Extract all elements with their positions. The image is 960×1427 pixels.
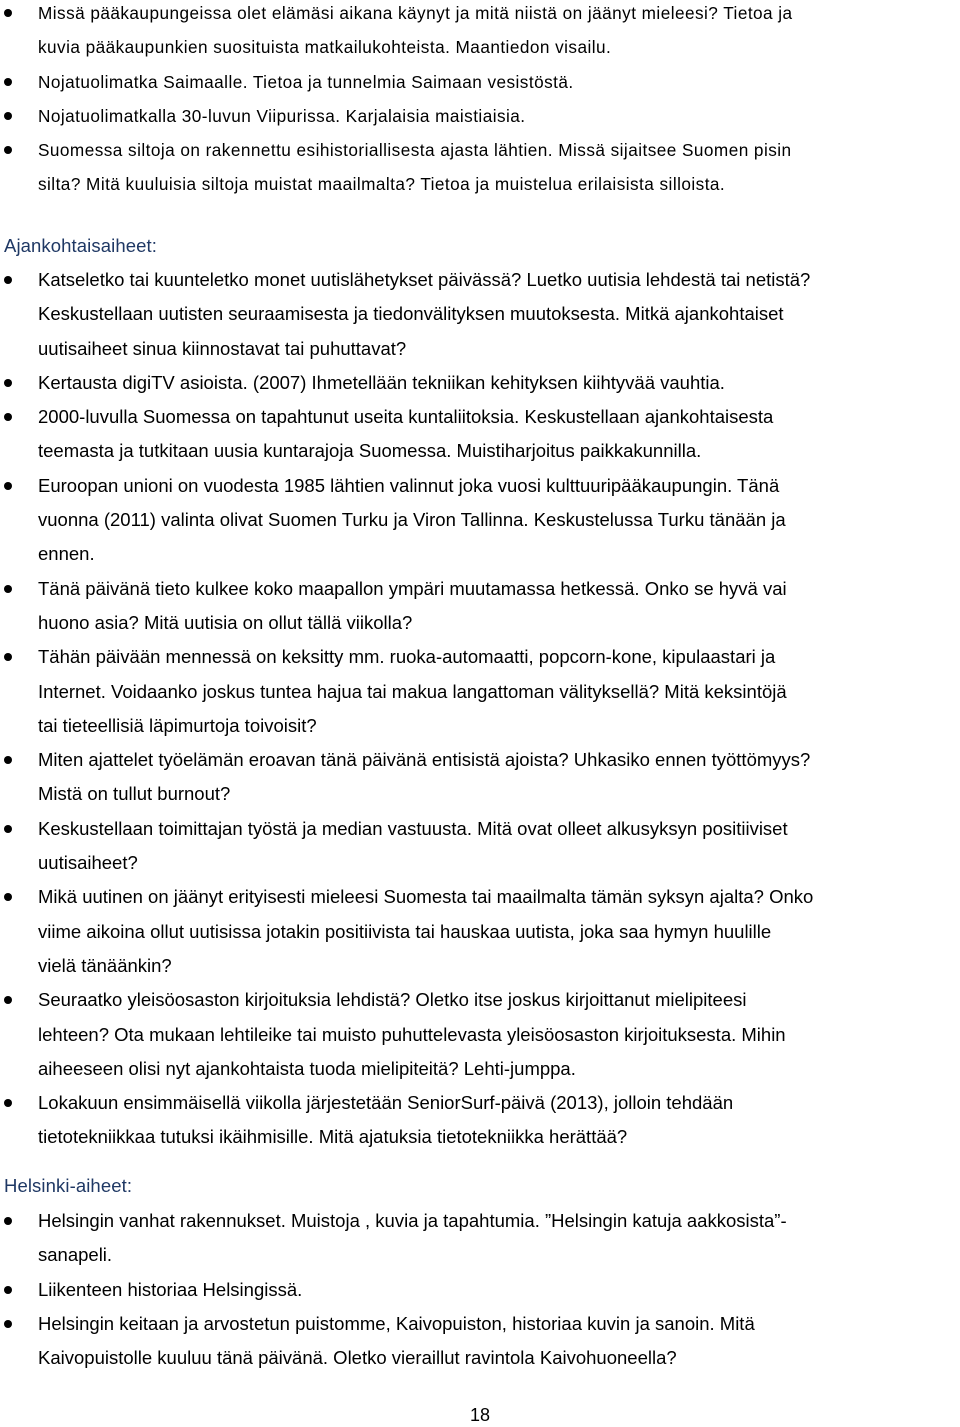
text-line: Internet. Voidaanko joskus tuntea hajua tai makua langattoman välityksellä? Mitä keksintöjä [38, 680, 787, 702]
text-line: vielä tänäänkin? [38, 954, 172, 976]
text-line: Kertausta digiTV asioista. (2007) Ihmetellään tekniikan kehityksen kiihtyvää vauhtia. [38, 371, 725, 393]
text-line: vuonna (2011) valinta olivat Suomen Turku ja Viron Tallinna. Keskustelussa Turku tänään ja [38, 509, 786, 531]
text-line: Mistä on tullut burnout? [38, 783, 231, 805]
helsinki-aiheet-list [0, 1204, 960, 1375]
text-line: ennen. [38, 543, 95, 565]
list-item [0, 812, 960, 881]
text-line: Keskustellaan toimittajan työstä ja median vastuusta. Mitä ovat olleet alkusyksyn positiiviset [38, 817, 788, 839]
list-item [0, 0, 960, 65]
list-item [0, 133, 960, 202]
text-line: Missä pääkaupungeissa olet elämäsi aikana käynyt ja mitä niistä on jäänyt mieleesi? Tietoa ja [38, 3, 793, 23]
text-line: aiheeseen olisi nyt ajankohtaista tuoda mielipiteitä? Lehti-jumppa. [38, 1057, 576, 1079]
text-line: Nojatuolimatkalla 30-luvun Viipurissa. Karjalaisia maistiaisia. [38, 105, 526, 126]
text-line: uutisaiheet? [38, 852, 138, 874]
page-number: 18 [469, 1405, 491, 1425]
helsinki-aiheet-heading: Helsinki-aiheet: [4, 1175, 133, 1196]
text-line: huono asia? Mitä uutisia on ollut tällä viikolla? [38, 611, 413, 633]
text-line: Kaivopuistolle kuuluu tänä päivänä. Oletko vieraillut ravintola Kaivohuoneella? [38, 1347, 677, 1369]
ajankohtaisaiheet-heading: Ajankohtaisaiheet: [4, 235, 157, 256]
list-item [0, 572, 960, 641]
list-item [0, 263, 960, 366]
text-line: tietotekniikkaa tutuksi ikäihmisille. Mitä ajatuksia tietotekniikka herättää? [38, 1126, 628, 1148]
text-line: viime aikoina ollut uutisissa jotakin positiivista tai hauskaa uutista, joka saa hymyn huulille [38, 920, 772, 942]
list-item [0, 640, 960, 743]
text-line: Tänä päivänä tieto kulkee koko maapallon ympäri muutamassa hetkessä. Onko se hyvä vai [38, 577, 787, 599]
text-line: 2000-luvulla Suomessa on tapahtunut useita kuntaliitoksia. Keskustellaan ajankohtaisesta [38, 406, 774, 428]
ajankohtaisaiheet-list [0, 263, 960, 1155]
list-item [0, 1204, 960, 1273]
text-line: Seuraatko yleisöosaston kirjoituksia lehdistä? Oletko itse joskus kirjoittanut mielipiteesi [38, 989, 747, 1011]
text-line: Liikenteen historiaa Helsingissä. [38, 1278, 303, 1300]
list-item [0, 99, 960, 133]
text-line: Helsingin vanhat rakennukset. Muistoja , kuvia ja tapahtumia. ”Helsingin katuja aakkosista”- [38, 1210, 787, 1231]
list-item [0, 743, 960, 812]
text-line: Helsingin keitaan ja arvostetun puistomme, Kaivopuiston, historiaa kuvin ja sanoin. Mitä [38, 1312, 755, 1334]
list-item [0, 65, 960, 99]
list-item [0, 1307, 960, 1376]
text-line: tai tieteellisiä läpimurtoja toivoisit? [38, 714, 317, 736]
list-item [0, 1273, 960, 1307]
text-line: Suomessa siltoja on rakennettu esihistoriallisesta ajasta lähtien. Missä sijaitsee Suomen pisin [38, 140, 792, 161]
text-line: kuvia pääkaupunkien suosituista matkailukohteista. Maantiedon visailu. [38, 37, 612, 58]
text-line: sanapeli. [38, 1244, 113, 1266]
text-line: silta? Mitä kuuluisia siltoja muistat maailmalta? Tietoa ja muistelua erilaisista silloista. [38, 174, 726, 195]
list-item [0, 366, 960, 400]
text-line: Keskustellaan uutisten seuraamisesta ja tiedonvälityksen muutoksesta. Mitkä ajankohtaiset [38, 303, 784, 325]
top-topic-list [0, 0, 960, 202]
text-line: Tähän päivään mennessä on keksitty mm. ruoka-automaatti, popcorn-kone, kipulaastari ja [38, 646, 776, 668]
text-line: Katseletko tai kuunteletko monet uutislähetykset päivässä? Luetko uutisia lehdestä tai netistä? [38, 269, 811, 290]
list-item [0, 880, 960, 983]
text-line: Nojatuolimatka Saimaalle. Tietoa ja tunnelmia Saimaan vesistöstä. [38, 71, 574, 92]
list-item [0, 469, 960, 572]
text-line: uutisaiheet sinua kiinnostavat tai puhuttavat? [38, 337, 407, 359]
text-line: lehteen? Ota mukaan lehtileike tai muisto puhuttelevasta yleisöosaston kirjoituksesta. Mihin [38, 1023, 786, 1045]
list-item [0, 983, 960, 1086]
text-line: Lokakuun ensimmäisellä viikolla järjestetään SeniorSurf-päivä (2013), jolloin tehdään [38, 1092, 734, 1114]
list-item [0, 1086, 960, 1155]
text-line: Euroopan unioni on vuodesta 1985 lähtien valinnut joka vuosi kulttuuripääkaupungin. Tänä [38, 474, 780, 496]
text-line: Miten ajattelet työelämän eroavan tänä päivänä entisistä ajoista? Uhkasiko ennen työttömyys? [38, 749, 811, 771]
text-line: teemasta ja tutkitaan uusia kuntarajoja Suomessa. Muistiharjoitus paikkakunnilla. [38, 440, 702, 462]
text-line: Mikä uutinen on jäänyt erityisesti mieleesi Suomesta tai maailmalta tämän syksyn ajalta? Onko [38, 886, 814, 908]
list-item [0, 400, 960, 469]
